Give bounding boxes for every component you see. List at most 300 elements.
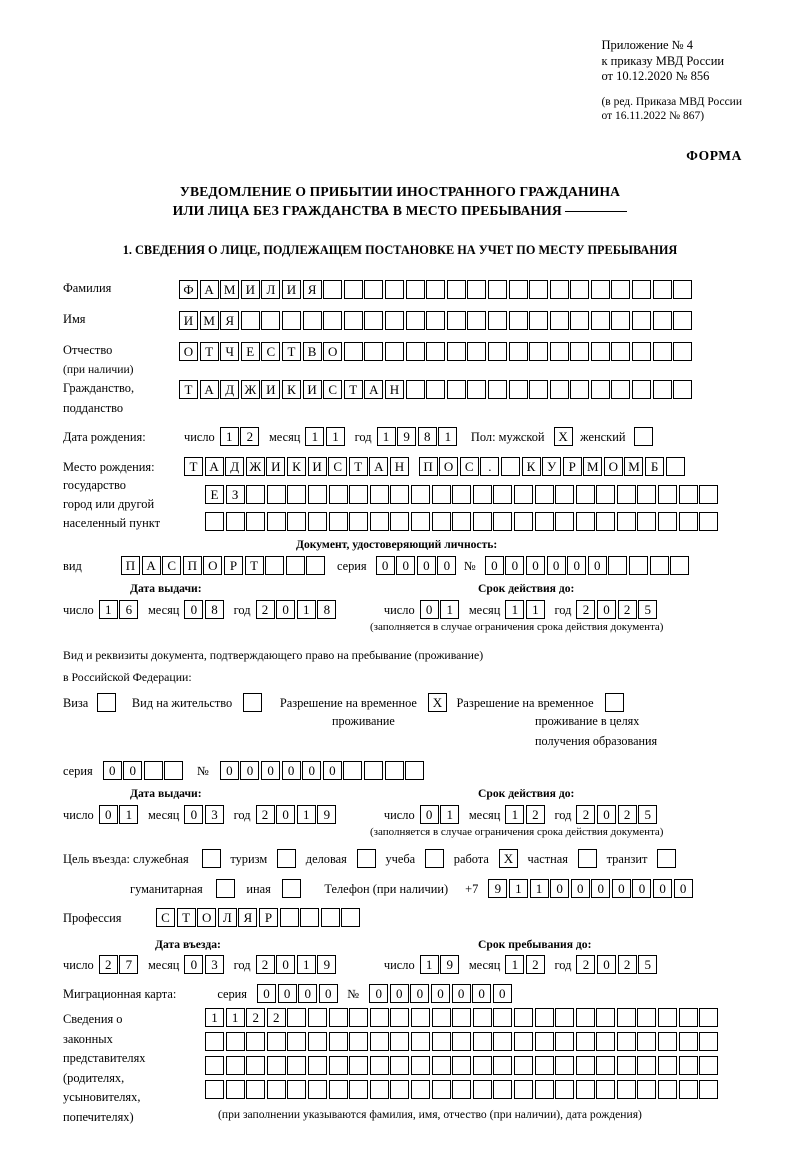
char-cell[interactable] xyxy=(267,512,286,531)
char-cell[interactable]: 1 xyxy=(440,600,459,619)
char-cell[interactable] xyxy=(679,485,698,504)
char-cell[interactable] xyxy=(216,879,235,898)
char-cell[interactable] xyxy=(570,380,589,399)
stay-issue-year-boxes[interactable] xyxy=(256,805,338,824)
char-cell[interactable] xyxy=(306,556,325,575)
char-cell[interactable]: 0 xyxy=(550,879,569,898)
char-cell[interactable] xyxy=(673,311,692,330)
char-cell[interactable] xyxy=(432,1056,451,1075)
char-cell[interactable] xyxy=(658,1032,677,1051)
char-cell[interactable]: 5 xyxy=(638,600,657,619)
char-cell[interactable] xyxy=(411,1080,430,1099)
char-cell[interactable]: 0 xyxy=(276,805,295,824)
char-cell[interactable] xyxy=(349,512,368,531)
char-cell[interactable] xyxy=(321,908,340,927)
char-cell[interactable] xyxy=(576,1080,595,1099)
doc-number-boxes[interactable] xyxy=(485,556,691,575)
char-cell[interactable]: 1 xyxy=(205,1008,224,1027)
char-cell[interactable]: 1 xyxy=(297,955,316,974)
char-cell[interactable] xyxy=(535,1032,554,1051)
char-cell[interactable]: А xyxy=(142,556,161,575)
char-cell[interactable] xyxy=(329,1008,348,1027)
char-cell[interactable] xyxy=(634,427,653,446)
phone-boxes[interactable] xyxy=(488,879,694,898)
char-cell[interactable] xyxy=(596,1032,615,1051)
stay-valid-day-boxes[interactable] xyxy=(420,805,461,824)
char-cell[interactable]: 0 xyxy=(319,984,338,1003)
stay-until-year-boxes[interactable] xyxy=(576,955,658,974)
stay-until-day-boxes[interactable] xyxy=(420,955,461,974)
char-cell[interactable] xyxy=(657,849,676,868)
char-cell[interactable] xyxy=(629,556,648,575)
char-cell[interactable]: 0 xyxy=(261,761,280,780)
char-cell[interactable] xyxy=(370,485,389,504)
char-cell[interactable] xyxy=(473,485,492,504)
char-cell[interactable] xyxy=(467,380,486,399)
char-cell[interactable]: В xyxy=(303,342,322,361)
char-cell[interactable] xyxy=(205,512,224,531)
char-cell[interactable]: А xyxy=(369,457,388,476)
char-cell[interactable] xyxy=(673,342,692,361)
mig-series-boxes[interactable] xyxy=(257,984,339,1003)
char-cell[interactable]: Ж xyxy=(246,457,265,476)
char-cell[interactable]: 0 xyxy=(396,556,415,575)
char-cell[interactable] xyxy=(246,485,265,504)
char-cell[interactable] xyxy=(596,1008,615,1027)
char-cell[interactable] xyxy=(632,311,651,330)
char-cell[interactable]: Ж xyxy=(241,380,260,399)
char-cell[interactable]: 9 xyxy=(317,955,336,974)
char-cell[interactable]: Л xyxy=(218,908,237,927)
char-cell[interactable]: С xyxy=(460,457,479,476)
char-cell[interactable] xyxy=(550,311,569,330)
char-cell[interactable]: 1 xyxy=(326,427,345,446)
char-cell[interactable] xyxy=(637,1032,656,1051)
char-cell[interactable]: 0 xyxy=(420,600,439,619)
char-cell[interactable]: 0 xyxy=(493,984,512,1003)
char-cell[interactable]: К xyxy=(282,380,301,399)
char-cell[interactable]: И xyxy=(282,280,301,299)
char-cell[interactable] xyxy=(535,512,554,531)
purpose-tourism-checkbox[interactable] xyxy=(277,849,298,868)
char-cell[interactable] xyxy=(280,908,299,927)
char-cell[interactable] xyxy=(406,342,425,361)
char-cell[interactable]: 1 xyxy=(438,427,457,446)
char-cell[interactable] xyxy=(473,1056,492,1075)
char-cell[interactable] xyxy=(576,1056,595,1075)
char-cell[interactable]: 5 xyxy=(638,805,657,824)
char-cell[interactable] xyxy=(467,280,486,299)
char-cell[interactable] xyxy=(287,485,306,504)
char-cell[interactable]: 0 xyxy=(184,805,203,824)
char-cell[interactable]: 0 xyxy=(302,761,321,780)
birth-month-boxes[interactable] xyxy=(305,427,346,446)
char-cell[interactable]: 0 xyxy=(452,984,471,1003)
char-cell[interactable] xyxy=(390,512,409,531)
char-cell[interactable] xyxy=(550,280,569,299)
char-cell[interactable] xyxy=(349,1032,368,1051)
char-cell[interactable] xyxy=(205,1080,224,1099)
char-cell[interactable]: 3 xyxy=(205,955,224,974)
char-cell[interactable]: 1 xyxy=(99,600,118,619)
char-cell[interactable] xyxy=(452,1080,471,1099)
char-cell[interactable]: 0 xyxy=(632,879,651,898)
char-cell[interactable] xyxy=(617,485,636,504)
char-cell[interactable] xyxy=(406,380,425,399)
char-cell[interactable] xyxy=(303,311,322,330)
char-cell[interactable]: Т xyxy=(282,342,301,361)
char-cell[interactable] xyxy=(364,280,383,299)
char-cell[interactable]: 1 xyxy=(530,879,549,898)
char-cell[interactable]: 1 xyxy=(305,427,324,446)
legal-rep-boxes-row3[interactable] xyxy=(205,1056,720,1075)
entry-month-boxes[interactable] xyxy=(184,955,225,974)
purpose-transit-checkbox[interactable] xyxy=(657,849,678,868)
char-cell[interactable] xyxy=(357,849,376,868)
char-cell[interactable] xyxy=(432,1008,451,1027)
char-cell[interactable]: А xyxy=(364,380,383,399)
char-cell[interactable] xyxy=(308,1056,327,1075)
char-cell[interactable]: Р xyxy=(224,556,243,575)
char-cell[interactable]: 0 xyxy=(597,805,616,824)
entry-year-boxes[interactable] xyxy=(256,955,338,974)
char-cell[interactable] xyxy=(576,1008,595,1027)
char-cell[interactable]: Н xyxy=(385,380,404,399)
char-cell[interactable]: 0 xyxy=(220,761,239,780)
char-cell[interactable] xyxy=(432,1080,451,1099)
char-cell[interactable] xyxy=(617,1080,636,1099)
char-cell[interactable]: К xyxy=(522,457,541,476)
char-cell[interactable]: И xyxy=(179,311,198,330)
char-cell[interactable]: М xyxy=(200,311,219,330)
sex-female-checkbox[interactable] xyxy=(634,427,655,446)
char-cell[interactable] xyxy=(467,311,486,330)
char-cell[interactable] xyxy=(576,485,595,504)
char-cell[interactable] xyxy=(617,512,636,531)
edu-residence-checkbox[interactable] xyxy=(605,693,626,712)
char-cell[interactable]: Н xyxy=(390,457,409,476)
char-cell[interactable] xyxy=(432,485,451,504)
char-cell[interactable]: Е xyxy=(205,485,224,504)
purpose-humanitarian-checkbox[interactable] xyxy=(216,879,237,898)
char-cell[interactable]: Ф xyxy=(179,280,198,299)
char-cell[interactable] xyxy=(473,512,492,531)
char-cell[interactable] xyxy=(364,761,383,780)
stay-valid-month-boxes[interactable] xyxy=(505,805,546,824)
citizenship-boxes[interactable] xyxy=(179,380,694,399)
char-cell[interactable]: 0 xyxy=(376,556,395,575)
char-cell[interactable] xyxy=(637,1056,656,1075)
char-cell[interactable]: 9 xyxy=(488,879,507,898)
char-cell[interactable] xyxy=(164,761,183,780)
char-cell[interactable] xyxy=(514,1080,533,1099)
char-cell[interactable] xyxy=(488,280,507,299)
purpose-private-checkbox[interactable] xyxy=(578,849,599,868)
char-cell[interactable] xyxy=(467,342,486,361)
char-cell[interactable]: О xyxy=(604,457,623,476)
char-cell[interactable] xyxy=(308,512,327,531)
char-cell[interactable]: П xyxy=(121,556,140,575)
char-cell[interactable]: 0 xyxy=(257,984,276,1003)
char-cell[interactable]: X xyxy=(428,693,447,712)
purpose-service-checkbox[interactable] xyxy=(202,849,223,868)
doc-valid-day-boxes[interactable] xyxy=(420,600,461,619)
char-cell[interactable] xyxy=(529,342,548,361)
char-cell[interactable] xyxy=(452,1032,471,1051)
char-cell[interactable] xyxy=(611,342,630,361)
char-cell[interactable] xyxy=(591,280,610,299)
char-cell[interactable]: 0 xyxy=(298,984,317,1003)
char-cell[interactable] xyxy=(226,1032,245,1051)
char-cell[interactable]: С xyxy=(156,908,175,927)
char-cell[interactable]: 0 xyxy=(571,879,590,898)
char-cell[interactable] xyxy=(308,485,327,504)
char-cell[interactable]: 1 xyxy=(505,805,524,824)
legal-rep-boxes-row2[interactable] xyxy=(205,1032,720,1051)
char-cell[interactable] xyxy=(241,311,260,330)
char-cell[interactable] xyxy=(411,512,430,531)
char-cell[interactable] xyxy=(555,1032,574,1051)
char-cell[interactable] xyxy=(653,342,672,361)
char-cell[interactable]: 0 xyxy=(674,879,693,898)
char-cell[interactable]: 1 xyxy=(297,805,316,824)
char-cell[interactable] xyxy=(679,1056,698,1075)
char-cell[interactable]: 1 xyxy=(440,805,459,824)
char-cell[interactable] xyxy=(658,512,677,531)
char-cell[interactable]: Л xyxy=(261,280,280,299)
char-cell[interactable] xyxy=(658,1008,677,1027)
char-cell[interactable] xyxy=(426,342,445,361)
char-cell[interactable]: И xyxy=(266,457,285,476)
char-cell[interactable] xyxy=(658,485,677,504)
char-cell[interactable]: 0 xyxy=(369,984,388,1003)
char-cell[interactable]: 0 xyxy=(485,556,504,575)
char-cell[interactable] xyxy=(390,1056,409,1075)
char-cell[interactable]: 0 xyxy=(240,761,259,780)
char-cell[interactable] xyxy=(287,1056,306,1075)
char-cell[interactable] xyxy=(555,1080,574,1099)
char-cell[interactable]: 2 xyxy=(576,955,595,974)
char-cell[interactable]: 0 xyxy=(278,984,297,1003)
char-cell[interactable] xyxy=(653,280,672,299)
char-cell[interactable]: 9 xyxy=(397,427,416,446)
char-cell[interactable] xyxy=(509,342,528,361)
char-cell[interactable]: 0 xyxy=(390,984,409,1003)
char-cell[interactable] xyxy=(570,311,589,330)
legal-rep-boxes-row4[interactable] xyxy=(205,1080,720,1099)
char-cell[interactable] xyxy=(144,761,163,780)
char-cell[interactable]: 0 xyxy=(123,761,142,780)
char-cell[interactable] xyxy=(666,457,685,476)
char-cell[interactable] xyxy=(514,485,533,504)
char-cell[interactable] xyxy=(452,1056,471,1075)
char-cell[interactable] xyxy=(287,1080,306,1099)
char-cell[interactable]: П xyxy=(419,457,438,476)
char-cell[interactable] xyxy=(596,485,615,504)
char-cell[interactable]: 0 xyxy=(612,879,631,898)
char-cell[interactable]: 0 xyxy=(597,955,616,974)
char-cell[interactable] xyxy=(493,1080,512,1099)
char-cell[interactable] xyxy=(287,1032,306,1051)
char-cell[interactable]: О xyxy=(197,908,216,927)
char-cell[interactable] xyxy=(385,280,404,299)
char-cell[interactable] xyxy=(535,1056,554,1075)
char-cell[interactable]: 0 xyxy=(505,556,524,575)
char-cell[interactable]: 1 xyxy=(220,427,239,446)
char-cell[interactable]: 2 xyxy=(256,600,275,619)
char-cell[interactable] xyxy=(308,1032,327,1051)
char-cell[interactable]: 2 xyxy=(618,600,637,619)
char-cell[interactable]: 1 xyxy=(377,427,396,446)
char-cell[interactable] xyxy=(673,280,692,299)
char-cell[interactable] xyxy=(267,1080,286,1099)
char-cell[interactable] xyxy=(611,311,630,330)
char-cell[interactable] xyxy=(329,1056,348,1075)
char-cell[interactable] xyxy=(550,342,569,361)
char-cell[interactable] xyxy=(370,512,389,531)
char-cell[interactable] xyxy=(529,380,548,399)
char-cell[interactable] xyxy=(265,556,284,575)
char-cell[interactable] xyxy=(411,1056,430,1075)
char-cell[interactable]: 0 xyxy=(184,600,203,619)
char-cell[interactable]: Ч xyxy=(220,342,239,361)
char-cell[interactable] xyxy=(493,1008,512,1027)
char-cell[interactable] xyxy=(576,512,595,531)
char-cell[interactable]: М xyxy=(624,457,643,476)
char-cell[interactable]: Т xyxy=(245,556,264,575)
char-cell[interactable] xyxy=(529,280,548,299)
char-cell[interactable]: 0 xyxy=(276,955,295,974)
stay-issue-day-boxes[interactable] xyxy=(99,805,140,824)
char-cell[interactable] xyxy=(308,1080,327,1099)
char-cell[interactable] xyxy=(493,1032,512,1051)
char-cell[interactable] xyxy=(488,311,507,330)
char-cell[interactable]: 0 xyxy=(547,556,566,575)
char-cell[interactable]: 1 xyxy=(509,879,528,898)
visa-checkbox[interactable] xyxy=(97,693,118,712)
char-cell[interactable]: 0 xyxy=(282,761,301,780)
char-cell[interactable] xyxy=(570,280,589,299)
char-cell[interactable] xyxy=(329,485,348,504)
char-cell[interactable]: И xyxy=(261,380,280,399)
char-cell[interactable]: X xyxy=(499,849,518,868)
char-cell[interactable] xyxy=(608,556,627,575)
patronymic-boxes[interactable] xyxy=(179,342,694,361)
char-cell[interactable] xyxy=(370,1008,389,1027)
char-cell[interactable]: X xyxy=(554,427,573,446)
char-cell[interactable] xyxy=(370,1080,389,1099)
char-cell[interactable]: 7 xyxy=(119,955,138,974)
char-cell[interactable] xyxy=(344,280,363,299)
char-cell[interactable] xyxy=(426,380,445,399)
char-cell[interactable]: 2 xyxy=(256,805,275,824)
char-cell[interactable]: 2 xyxy=(246,1008,265,1027)
char-cell[interactable] xyxy=(447,311,466,330)
stay-until-month-boxes[interactable] xyxy=(505,955,546,974)
char-cell[interactable]: 0 xyxy=(653,879,672,898)
char-cell[interactable] xyxy=(632,280,651,299)
char-cell[interactable] xyxy=(555,1056,574,1075)
char-cell[interactable] xyxy=(287,1008,306,1027)
char-cell[interactable] xyxy=(329,1032,348,1051)
doc-issue-day-boxes[interactable] xyxy=(99,600,140,619)
char-cell[interactable] xyxy=(509,280,528,299)
char-cell[interactable] xyxy=(447,280,466,299)
char-cell[interactable]: И xyxy=(241,280,260,299)
residence-permit-checkbox[interactable] xyxy=(243,693,264,712)
char-cell[interactable]: Я xyxy=(303,280,322,299)
char-cell[interactable] xyxy=(411,1032,430,1051)
char-cell[interactable] xyxy=(323,311,342,330)
doc-series-boxes[interactable] xyxy=(376,556,458,575)
char-cell[interactable]: Я xyxy=(220,311,239,330)
char-cell[interactable] xyxy=(699,1008,718,1027)
char-cell[interactable]: Б xyxy=(645,457,664,476)
char-cell[interactable] xyxy=(267,1032,286,1051)
char-cell[interactable] xyxy=(611,280,630,299)
char-cell[interactable] xyxy=(637,485,656,504)
char-cell[interactable]: 0 xyxy=(591,879,610,898)
char-cell[interactable]: 0 xyxy=(276,600,295,619)
doc-issue-month-boxes[interactable] xyxy=(184,600,225,619)
char-cell[interactable] xyxy=(611,380,630,399)
char-cell[interactable] xyxy=(432,1032,451,1051)
stay-valid-year-boxes[interactable] xyxy=(576,805,658,824)
char-cell[interactable]: 1 xyxy=(505,600,524,619)
char-cell[interactable]: М xyxy=(220,280,239,299)
temp-residence-checkbox[interactable] xyxy=(428,693,449,712)
char-cell[interactable] xyxy=(97,693,116,712)
char-cell[interactable] xyxy=(447,342,466,361)
char-cell[interactable]: Я xyxy=(238,908,257,927)
char-cell[interactable] xyxy=(637,1008,656,1027)
char-cell[interactable] xyxy=(243,693,262,712)
char-cell[interactable] xyxy=(501,457,520,476)
char-cell[interactable] xyxy=(329,1080,348,1099)
char-cell[interactable] xyxy=(493,1056,512,1075)
char-cell[interactable] xyxy=(493,512,512,531)
char-cell[interactable] xyxy=(226,1080,245,1099)
char-cell[interactable] xyxy=(535,1080,554,1099)
char-cell[interactable]: З xyxy=(226,485,245,504)
char-cell[interactable] xyxy=(488,342,507,361)
birthplace-city-boxes-row3[interactable] xyxy=(205,512,720,531)
char-cell[interactable] xyxy=(329,512,348,531)
char-cell[interactable] xyxy=(550,380,569,399)
char-cell[interactable] xyxy=(673,380,692,399)
char-cell[interactable]: 3 xyxy=(205,805,224,824)
char-cell[interactable]: 1 xyxy=(420,955,439,974)
char-cell[interactable]: 2 xyxy=(267,1008,286,1027)
char-cell[interactable] xyxy=(617,1032,636,1051)
char-cell[interactable] xyxy=(390,1032,409,1051)
char-cell[interactable]: С xyxy=(323,380,342,399)
char-cell[interactable] xyxy=(617,1008,636,1027)
char-cell[interactable]: 0 xyxy=(184,955,203,974)
char-cell[interactable]: 9 xyxy=(440,955,459,974)
char-cell[interactable]: Т xyxy=(200,342,219,361)
char-cell[interactable]: 2 xyxy=(99,955,118,974)
char-cell[interactable]: 0 xyxy=(420,805,439,824)
char-cell[interactable] xyxy=(390,1008,409,1027)
char-cell[interactable] xyxy=(344,342,363,361)
char-cell[interactable] xyxy=(452,485,471,504)
char-cell[interactable] xyxy=(308,1008,327,1027)
char-cell[interactable] xyxy=(653,311,672,330)
char-cell[interactable] xyxy=(596,1080,615,1099)
char-cell[interactable] xyxy=(261,311,280,330)
char-cell[interactable] xyxy=(286,556,305,575)
